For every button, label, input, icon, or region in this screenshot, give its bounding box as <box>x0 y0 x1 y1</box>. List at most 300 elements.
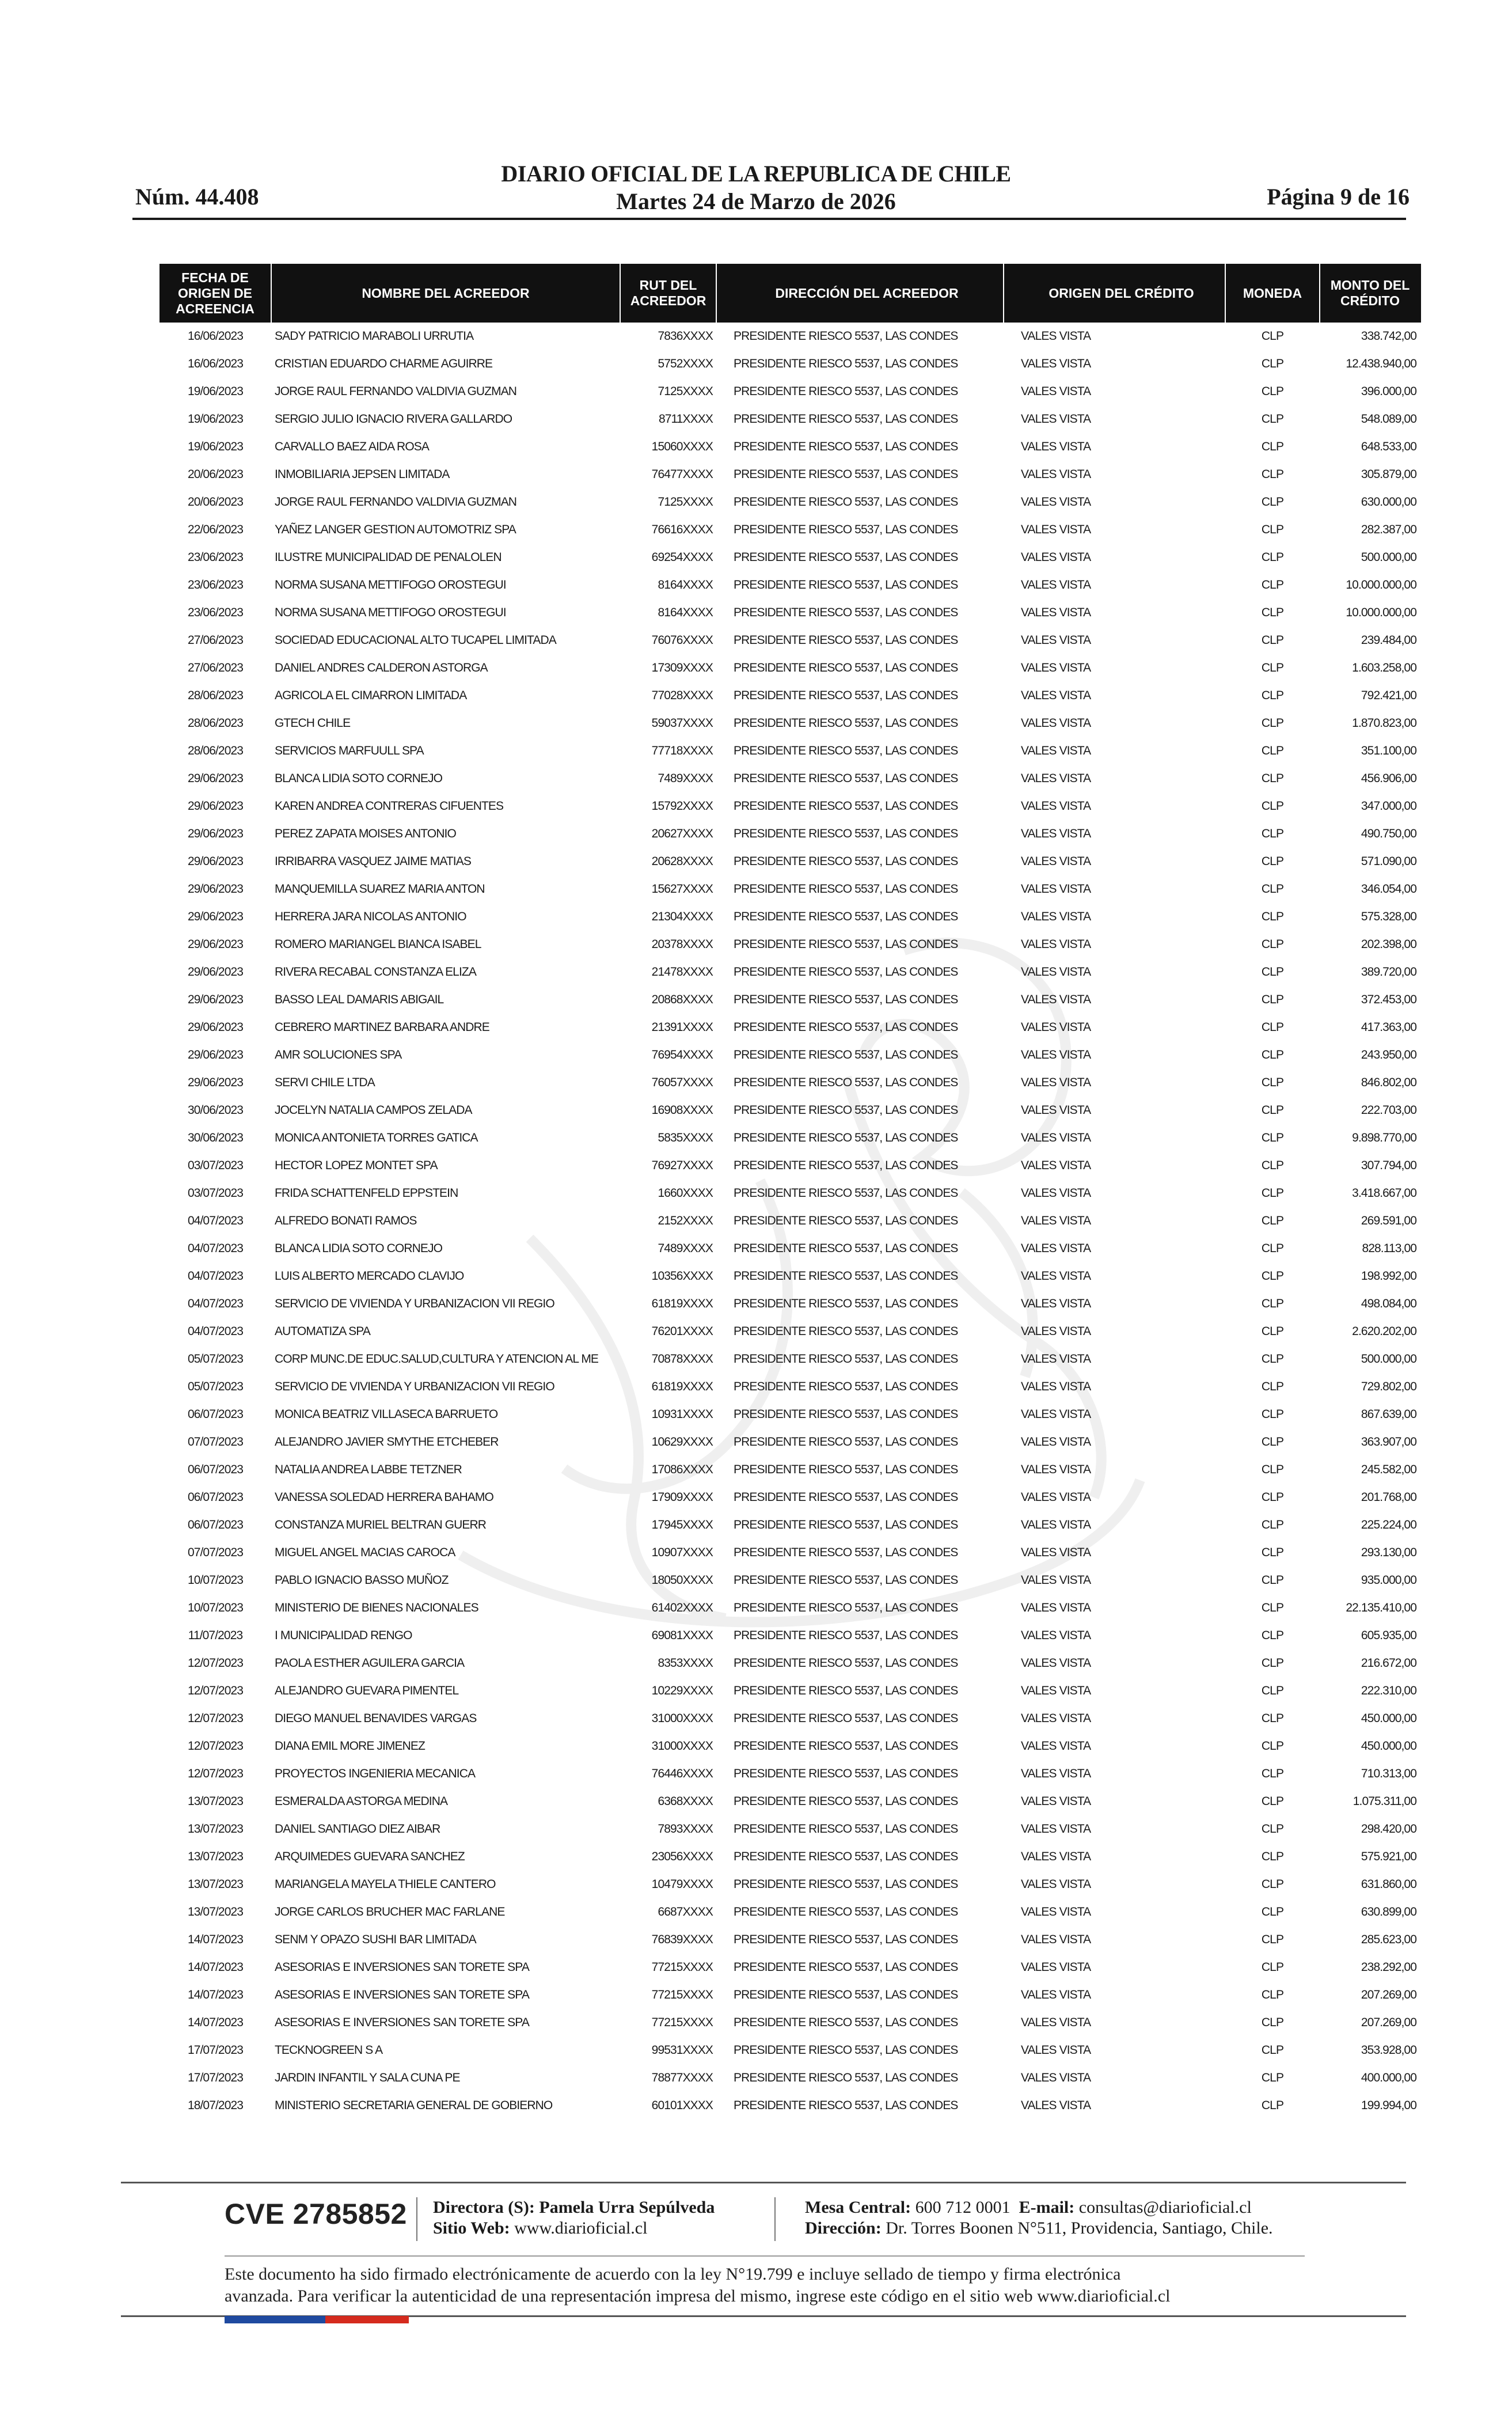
cell-creditor-name: BLANCA LIDIA SOTO CORNEJO <box>275 1242 443 1255</box>
cell-amount: 500.000,00 <box>1361 1352 1416 1366</box>
address-value: Dr. Torres Boonen N°511, Providencia, Santiago, Chile. <box>886 2219 1273 2238</box>
cell-currency: CLP <box>1261 495 1284 509</box>
cell-creditor-name: MONICA BEATRIZ VILLASECA BARRUETO <box>275 1408 498 1421</box>
cell-credit-origin: VALES VISTA <box>1021 440 1091 453</box>
cell-creditor-name: NATALIA ANDREA LABBE TETZNER <box>275 1463 462 1476</box>
cell-address: PRESIDENTE RIESCO 5537, LAS CONDES <box>734 1546 958 1559</box>
cell-date: 13/07/2023 <box>187 1795 244 1808</box>
cell-amount: 243.950,00 <box>1361 1048 1416 1061</box>
cell-amount: 207.269,00 <box>1361 1988 1416 2001</box>
cell-amount: 351.100,00 <box>1361 744 1416 757</box>
cell-date: 29/06/2023 <box>187 1076 244 1089</box>
cell-amount: 225.224,00 <box>1361 1518 1416 1531</box>
footer-divider-top <box>121 2182 1406 2183</box>
cell-rut: 77215XXXX <box>651 1961 713 1974</box>
cell-currency: CLP <box>1261 1629 1284 1642</box>
cell-currency: CLP <box>1261 1297 1284 1310</box>
cell-creditor-name: JORGE RAUL FERNANDO VALDIVIA GUZMAN <box>275 385 517 398</box>
cell-rut: 7489XXXX <box>658 772 713 785</box>
cell-credit-origin: VALES VISTA <box>1021 1878 1091 1891</box>
cell-amount: 630.000,00 <box>1361 495 1416 509</box>
cell-creditor-name: INMOBILIARIA JEPSEN LIMITADA <box>275 468 450 481</box>
cell-currency: CLP <box>1261 412 1284 426</box>
cell-rut: 77215XXXX <box>651 2016 713 2029</box>
cell-rut: 10907XXXX <box>651 1546 713 1559</box>
table-row <box>159 1650 1421 1677</box>
cell-credit-origin: VALES VISTA <box>1021 1712 1091 1725</box>
cell-date: 30/06/2023 <box>187 1104 244 1117</box>
cell-credit-origin: VALES VISTA <box>1021 1795 1091 1808</box>
table-row <box>159 1207 1421 1235</box>
cell-currency: CLP <box>1261 1131 1284 1144</box>
cell-date: 20/06/2023 <box>187 468 244 481</box>
cell-credit-origin: VALES VISTA <box>1021 1629 1091 1642</box>
cell-date: 18/07/2023 <box>187 2099 244 2112</box>
table-row <box>159 793 1421 820</box>
cell-date: 14/07/2023 <box>187 1988 244 2001</box>
cell-currency: CLP <box>1261 716 1284 730</box>
cell-currency: CLP <box>1261 1574 1284 1587</box>
table-row <box>159 1097 1421 1124</box>
table-row <box>159 875 1421 903</box>
cell-date: 06/07/2023 <box>187 1408 244 1421</box>
table-row <box>159 488 1421 516</box>
cell-credit-origin: VALES VISTA <box>1021 1352 1091 1366</box>
flag-stripe-blue <box>225 2316 325 2323</box>
cell-currency: CLP <box>1261 1021 1284 1034</box>
cell-address: PRESIDENTE RIESCO 5537, LAS CONDES <box>734 2099 958 2112</box>
cell-date: 29/06/2023 <box>187 855 244 868</box>
cell-currency: CLP <box>1261 1518 1284 1531</box>
email-link[interactable]: consultas@diarioficial.cl <box>1078 2198 1252 2217</box>
cell-creditor-name: SOCIEDAD EDUCACIONAL ALTO TUCAPEL LIMITADA <box>275 634 556 647</box>
cell-amount: 347.000,00 <box>1361 799 1416 813</box>
cell-date: 20/06/2023 <box>187 495 244 509</box>
cell-currency: CLP <box>1261 2043 1284 2057</box>
cell-amount: 450.000,00 <box>1361 1739 1416 1753</box>
cell-amount: 396.000,00 <box>1361 385 1416 398</box>
cell-date: 30/06/2023 <box>187 1131 244 1144</box>
table-row <box>159 737 1421 765</box>
cell-amount: 10.000.000,00 <box>1346 606 1416 619</box>
cell-date: 16/06/2023 <box>187 357 244 370</box>
cell-amount: 571.090,00 <box>1361 855 1416 868</box>
cell-rut: 18050XXXX <box>651 1574 713 1587</box>
cell-credit-origin: VALES VISTA <box>1021 1380 1091 1393</box>
cell-amount: 222.310,00 <box>1361 1684 1416 1697</box>
cell-currency: CLP <box>1261 1408 1284 1421</box>
cell-currency: CLP <box>1261 1739 1284 1753</box>
cell-address: PRESIDENTE RIESCO 5537, LAS CONDES <box>734 661 958 674</box>
cell-currency: CLP <box>1261 910 1284 923</box>
cell-rut: 76477XXXX <box>651 468 713 481</box>
cell-address: PRESIDENTE RIESCO 5537, LAS CONDES <box>734 1435 958 1449</box>
cell-creditor-name: ASESORIAS E INVERSIONES SAN TORETE SPA <box>275 1988 529 2001</box>
cell-currency: CLP <box>1261 1712 1284 1725</box>
cell-creditor-name: ASESORIAS E INVERSIONES SAN TORETE SPA <box>275 2016 529 2029</box>
cell-amount: 500.000,00 <box>1361 551 1416 564</box>
cell-creditor-name: CRISTIAN EDUARDO CHARME AGUIRRE <box>275 357 493 370</box>
cell-creditor-name: SADY PATRICIO MARABOLI URRUTIA <box>275 329 474 343</box>
cell-creditor-name: PEREZ ZAPATA MOISES ANTONIO <box>275 827 456 840</box>
table-row <box>159 1262 1421 1290</box>
cell-address: PRESIDENTE RIESCO 5537, LAS CONDES <box>734 329 958 343</box>
cell-date: 17/07/2023 <box>187 2043 244 2057</box>
cell-credit-origin: VALES VISTA <box>1021 357 1091 370</box>
cell-address: PRESIDENTE RIESCO 5537, LAS CONDES <box>734 855 958 868</box>
website-label: Sitio Web: <box>433 2219 510 2238</box>
cell-credit-origin: VALES VISTA <box>1021 1435 1091 1449</box>
cell-currency: CLP <box>1261 938 1284 951</box>
cell-address: PRESIDENTE RIESCO 5537, LAS CONDES <box>734 716 958 730</box>
cell-rut: 15060XXXX <box>651 440 713 453</box>
cell-address: PRESIDENTE RIESCO 5537, LAS CONDES <box>734 1767 958 1780</box>
cell-creditor-name: PAOLA ESTHER AGUILERA GARCIA <box>275 1656 465 1670</box>
cell-currency: CLP <box>1261 2099 1284 2112</box>
cell-amount: 575.328,00 <box>1361 910 1416 923</box>
cell-date: 29/06/2023 <box>187 1021 244 1034</box>
cell-date: 04/07/2023 <box>187 1325 244 1338</box>
cell-rut: 10931XXXX <box>651 1408 713 1421</box>
column-header-name: NOMBRE DEL ACREEDOR <box>271 264 620 323</box>
cell-rut: 7125XXXX <box>658 385 713 398</box>
table-row <box>159 1014 1421 1041</box>
table-row <box>159 1456 1421 1484</box>
cell-date: 17/07/2023 <box>187 2071 244 2084</box>
cell-credit-origin: VALES VISTA <box>1021 634 1091 647</box>
column-header-amount: MONTO DEL CRÉDITO <box>1320 264 1421 323</box>
cell-address: PRESIDENTE RIESCO 5537, LAS CONDES <box>734 1297 958 1310</box>
cell-creditor-name: BASSO LEAL DAMARIS ABIGAIL <box>275 993 444 1006</box>
cell-currency: CLP <box>1261 1104 1284 1117</box>
cell-rut: 15792XXXX <box>651 799 713 813</box>
cell-rut: 77215XXXX <box>651 1988 713 2001</box>
cell-amount: 22.135.410,00 <box>1346 1601 1416 1614</box>
cell-currency: CLP <box>1261 1186 1284 1200</box>
table-row <box>159 599 1421 627</box>
cell-creditor-name: TECKNOGREEN S A <box>275 2043 383 2057</box>
cell-credit-origin: VALES VISTA <box>1021 578 1091 592</box>
cell-rut: 7489XXXX <box>658 1242 713 1255</box>
column-header-address: DIRECCIÓN DEL ACREEDOR <box>716 264 1004 323</box>
cell-date: 19/06/2023 <box>187 440 244 453</box>
cell-rut: 21391XXXX <box>651 1021 713 1034</box>
cell-credit-origin: VALES VISTA <box>1021 799 1091 813</box>
cell-date: 05/07/2023 <box>187 1352 244 1366</box>
cell-rut: 21478XXXX <box>651 965 713 979</box>
cell-currency: CLP <box>1261 1850 1284 1863</box>
cell-credit-origin: VALES VISTA <box>1021 1131 1091 1144</box>
cell-date: 13/07/2023 <box>187 1850 244 1863</box>
cell-rut: 20628XXXX <box>651 855 713 868</box>
cell-address: PRESIDENTE RIESCO 5537, LAS CONDES <box>734 1269 958 1283</box>
cell-currency: CLP <box>1261 2016 1284 2029</box>
cell-amount: 490.750,00 <box>1361 827 1416 840</box>
cell-currency: CLP <box>1261 1656 1284 1670</box>
cell-currency: CLP <box>1261 799 1284 813</box>
table-row <box>159 1401 1421 1428</box>
cell-currency: CLP <box>1261 1159 1284 1172</box>
cell-address: PRESIDENTE RIESCO 5537, LAS CONDES <box>734 1380 958 1393</box>
cell-rut: 16908XXXX <box>651 1104 713 1117</box>
table-row <box>159 1428 1421 1456</box>
table-row <box>159 654 1421 682</box>
cell-rut: 99531XXXX <box>651 2043 713 2057</box>
cell-currency: CLP <box>1261 634 1284 647</box>
cell-creditor-name: ALEJANDRO GUEVARA PIMENTEL <box>275 1684 459 1697</box>
cell-amount: 293.130,00 <box>1361 1546 1416 1559</box>
cell-date: 11/07/2023 <box>188 1629 243 1642</box>
cell-credit-origin: VALES VISTA <box>1021 2016 1091 2029</box>
table-row <box>159 1760 1421 1788</box>
creditors-table <box>159 264 1421 2120</box>
cell-rut: 17086XXXX <box>651 1463 713 1476</box>
cell-currency: CLP <box>1261 1905 1284 1918</box>
cell-credit-origin: VALES VISTA <box>1021 1242 1091 1255</box>
cell-currency: CLP <box>1261 1214 1284 1227</box>
cell-credit-origin: VALES VISTA <box>1021 468 1091 481</box>
cell-address: PRESIDENTE RIESCO 5537, LAS CONDES <box>734 938 958 951</box>
cell-currency: CLP <box>1261 523 1284 536</box>
cell-date: 28/06/2023 <box>187 716 244 730</box>
cell-address: PRESIDENTE RIESCO 5537, LAS CONDES <box>734 1518 958 1531</box>
cell-rut: 76927XXXX <box>651 1159 713 1172</box>
cell-rut: 17309XXXX <box>651 661 713 674</box>
cell-amount: 346.054,00 <box>1361 882 1416 896</box>
column-header-origin: ORIGEN DEL CRÉDITO <box>1004 264 1225 323</box>
page-indicator: Página 9 de 16 <box>1267 184 1410 210</box>
footer-divider-mid <box>225 2255 1305 2257</box>
cell-creditor-name: NORMA SUSANA METTIFOGO OROSTEGUI <box>275 578 506 592</box>
cell-address: PRESIDENTE RIESCO 5537, LAS CONDES <box>734 551 958 564</box>
cell-creditor-name: GTECH CHILE <box>275 716 351 730</box>
table-row <box>159 1069 1421 1097</box>
cell-rut: 20627XXXX <box>651 827 713 840</box>
cell-credit-origin: VALES VISTA <box>1021 495 1091 509</box>
table-row <box>159 1235 1421 1262</box>
cell-currency: CLP <box>1261 1048 1284 1061</box>
director-name: Directora (S): Pamela Urra Sepúlveda <box>433 2198 715 2217</box>
cell-creditor-name: HECTOR LOPEZ MONTET SPA <box>275 1159 438 1172</box>
cell-date: 05/07/2023 <box>187 1380 244 1393</box>
cell-date: 29/06/2023 <box>187 799 244 813</box>
cell-currency: CLP <box>1261 1961 1284 1974</box>
cell-amount: 828.113,00 <box>1362 1242 1416 1255</box>
cell-rut: 8353XXXX <box>658 1656 713 1670</box>
table-row <box>159 627 1421 654</box>
cell-currency: CLP <box>1261 744 1284 757</box>
cell-date: 29/06/2023 <box>187 772 244 785</box>
cell-address: PRESIDENTE RIESCO 5537, LAS CONDES <box>734 1601 958 1614</box>
cell-amount: 9.898.770,00 <box>1352 1131 1416 1144</box>
cell-currency: CLP <box>1261 1325 1284 1338</box>
cell-credit-origin: VALES VISTA <box>1021 1214 1091 1227</box>
cell-address: PRESIDENTE RIESCO 5537, LAS CONDES <box>734 827 958 840</box>
cell-address: PRESIDENTE RIESCO 5537, LAS CONDES <box>734 1961 958 1974</box>
cell-creditor-name: HERRERA JARA NICOLAS ANTONIO <box>275 910 466 923</box>
cell-credit-origin: VALES VISTA <box>1021 1297 1091 1310</box>
cell-amount: 400.000,00 <box>1361 2071 1416 2084</box>
contact-line <box>805 2197 1273 2218</box>
cell-amount: 363.907,00 <box>1361 1435 1416 1449</box>
cell-address: PRESIDENTE RIESCO 5537, LAS CONDES <box>734 1104 958 1117</box>
table-row <box>159 1622 1421 1650</box>
cell-creditor-name: JOCELYN NATALIA CAMPOS ZELADA <box>275 1104 472 1117</box>
cell-creditor-name: MARIANGELA MAYELA THIELE CANTERO <box>275 1878 496 1891</box>
cell-date: 04/07/2023 <box>187 1297 244 1310</box>
cell-credit-origin: VALES VISTA <box>1021 1905 1091 1918</box>
cell-currency: CLP <box>1261 1601 1284 1614</box>
cell-credit-origin: VALES VISTA <box>1021 1933 1091 1946</box>
cell-rut: 2152XXXX <box>658 1214 713 1227</box>
cell-creditor-name: DANIEL SANTIAGO DIEZ AIBAR <box>275 1822 440 1836</box>
cell-date: 23/06/2023 <box>187 606 244 619</box>
cell-currency: CLP <box>1261 1269 1284 1283</box>
cell-address: PRESIDENTE RIESCO 5537, LAS CONDES <box>734 744 958 757</box>
table-row <box>159 820 1421 848</box>
cell-currency: CLP <box>1261 1933 1284 1946</box>
cell-creditor-name: AUTOMATIZA SPA <box>275 1325 370 1338</box>
cell-date: 04/07/2023 <box>187 1269 244 1283</box>
cell-credit-origin: VALES VISTA <box>1021 385 1091 398</box>
cell-creditor-name: CORP MUNC.DE EDUC.SALUD,CULTURA Y ATENCION AL ME <box>275 1352 599 1366</box>
cell-amount: 12.438.940,00 <box>1346 357 1416 370</box>
table-row <box>159 1484 1421 1511</box>
cell-rut: 17909XXXX <box>651 1491 713 1504</box>
cell-date: 12/07/2023 <box>187 1684 244 1697</box>
table-row <box>159 1594 1421 1622</box>
cell-credit-origin: VALES VISTA <box>1021 1021 1091 1034</box>
cell-address: PRESIDENTE RIESCO 5537, LAS CONDES <box>734 1822 958 1836</box>
cell-creditor-name: LUIS ALBERTO MERCADO CLAVIJO <box>275 1269 464 1283</box>
cell-amount: 935.000,00 <box>1361 1574 1416 1587</box>
cell-date: 23/06/2023 <box>187 578 244 592</box>
cell-credit-origin: VALES VISTA <box>1021 2043 1091 2057</box>
cell-credit-origin: VALES VISTA <box>1021 1767 1091 1780</box>
cell-address: PRESIDENTE RIESCO 5537, LAS CONDES <box>734 1076 958 1089</box>
address-label: Dirección: <box>805 2219 882 2238</box>
cell-credit-origin: VALES VISTA <box>1021 523 1091 536</box>
cell-amount: 575.921,00 <box>1361 1850 1416 1863</box>
cell-date: 12/07/2023 <box>187 1767 244 1780</box>
cell-credit-origin: VALES VISTA <box>1021 1048 1091 1061</box>
cell-address: PRESIDENTE RIESCO 5537, LAS CONDES <box>734 578 958 592</box>
table-row <box>159 1511 1421 1539</box>
cell-address: PRESIDENTE RIESCO 5537, LAS CONDES <box>734 2071 958 2084</box>
cell-currency: CLP <box>1261 385 1284 398</box>
cell-date: 19/06/2023 <box>187 385 244 398</box>
cell-amount: 1.870.823,00 <box>1352 716 1416 730</box>
cell-rut: 8164XXXX <box>658 578 713 592</box>
table-row <box>159 378 1421 405</box>
cell-currency: CLP <box>1261 855 1284 868</box>
cell-credit-origin: VALES VISTA <box>1021 1546 1091 1559</box>
cell-creditor-name: DIEGO MANUEL BENAVIDES VARGAS <box>275 1712 477 1725</box>
cell-creditor-name: SERVI CHILE LTDA <box>275 1076 375 1089</box>
cell-rut: 5835XXXX <box>658 1131 713 1144</box>
cell-rut: 10356XXXX <box>651 1269 713 1283</box>
table-row <box>159 1124 1421 1152</box>
cell-amount: 307.794,00 <box>1361 1159 1416 1172</box>
cell-credit-origin: VALES VISTA <box>1021 965 1091 979</box>
address-line <box>805 2218 1273 2239</box>
cell-rut: 8164XXXX <box>658 606 713 619</box>
cell-date: 12/07/2023 <box>187 1656 244 1670</box>
cell-amount: 3.418.667,00 <box>1352 1186 1416 1200</box>
cell-address: PRESIDENTE RIESCO 5537, LAS CONDES <box>734 1214 958 1227</box>
cell-rut: 7893XXXX <box>658 1822 713 1836</box>
flag-stripe-red <box>325 2316 409 2323</box>
cell-address: PRESIDENTE RIESCO 5537, LAS CONDES <box>734 606 958 619</box>
cell-currency: CLP <box>1261 329 1284 343</box>
cell-date: 29/06/2023 <box>187 882 244 896</box>
cell-currency: CLP <box>1261 1435 1284 1449</box>
cell-creditor-name: ALFREDO BONATI RAMOS <box>275 1214 417 1227</box>
table-row <box>159 958 1421 986</box>
cell-creditor-name: DIANA EMIL MORE JIMENEZ <box>275 1739 425 1753</box>
cell-creditor-name: MANQUEMILLA SUAREZ MARIA ANTON <box>275 882 485 896</box>
cell-credit-origin: VALES VISTA <box>1021 1076 1091 1089</box>
cell-amount: 867.639,00 <box>1361 1408 1416 1421</box>
cell-date: 13/07/2023 <box>187 1905 244 1918</box>
cell-address: PRESIDENTE RIESCO 5537, LAS CONDES <box>734 1048 958 1061</box>
cell-currency: CLP <box>1261 1491 1284 1504</box>
cell-credit-origin: VALES VISTA <box>1021 855 1091 868</box>
cell-address: PRESIDENTE RIESCO 5537, LAS CONDES <box>734 882 958 896</box>
table-row <box>159 986 1421 1014</box>
cell-creditor-name: SERGIO JULIO IGNACIO RIVERA GALLARDO <box>275 412 512 426</box>
table-row <box>159 516 1421 544</box>
footer-separator <box>416 2197 417 2241</box>
cell-currency: CLP <box>1261 440 1284 453</box>
website-link[interactable]: www.diarioficial.cl <box>514 2219 648 2238</box>
table-row <box>159 682 1421 710</box>
table-row <box>159 1567 1421 1594</box>
table-row <box>159 405 1421 433</box>
column-header-currency: MONEDA <box>1225 264 1320 323</box>
cell-amount: 202.398,00 <box>1361 938 1416 951</box>
cell-credit-origin: VALES VISTA <box>1021 689 1091 702</box>
cell-address: PRESIDENTE RIESCO 5537, LAS CONDES <box>734 2016 958 2029</box>
cell-amount: 2.620.202,00 <box>1352 1325 1416 1338</box>
table-row <box>159 1180 1421 1207</box>
cell-address: PRESIDENTE RIESCO 5537, LAS CONDES <box>734 1159 958 1172</box>
cell-currency: CLP <box>1261 661 1284 674</box>
table-row <box>159 1898 1421 1926</box>
cell-rut: 76057XXXX <box>651 1076 713 1089</box>
table-row <box>159 1815 1421 1843</box>
cell-amount: 245.582,00 <box>1361 1463 1416 1476</box>
cell-amount: 710.313,00 <box>1361 1767 1416 1780</box>
cell-rut: 23056XXXX <box>651 1850 713 1863</box>
cell-amount: 605.935,00 <box>1361 1629 1416 1642</box>
cell-creditor-name: SERVICIO DE VIVIENDA Y URBANIZACION VII REGIO <box>275 1297 554 1310</box>
table-row <box>159 2009 1421 2037</box>
cell-credit-origin: VALES VISTA <box>1021 993 1091 1006</box>
cell-currency: CLP <box>1261 772 1284 785</box>
column-header-rut: RUT DEL ACREEDOR <box>620 264 716 323</box>
cell-date: 27/06/2023 <box>187 634 244 647</box>
cell-rut: 78877XXXX <box>651 2071 713 2084</box>
cell-address: PRESIDENTE RIESCO 5537, LAS CONDES <box>734 1408 958 1421</box>
cell-amount: 199.994,00 <box>1361 2099 1416 2112</box>
cell-currency: CLP <box>1261 993 1284 1006</box>
cell-date: 06/07/2023 <box>187 1463 244 1476</box>
footer-contact-block <box>805 2197 1273 2239</box>
table-row <box>159 2064 1421 2092</box>
cell-creditor-name: SENM Y OPAZO SUSHI BAR LIMITADA <box>275 1933 476 1946</box>
cell-creditor-name: NORMA SUSANA METTIFOGO OROSTEGUI <box>275 606 506 619</box>
